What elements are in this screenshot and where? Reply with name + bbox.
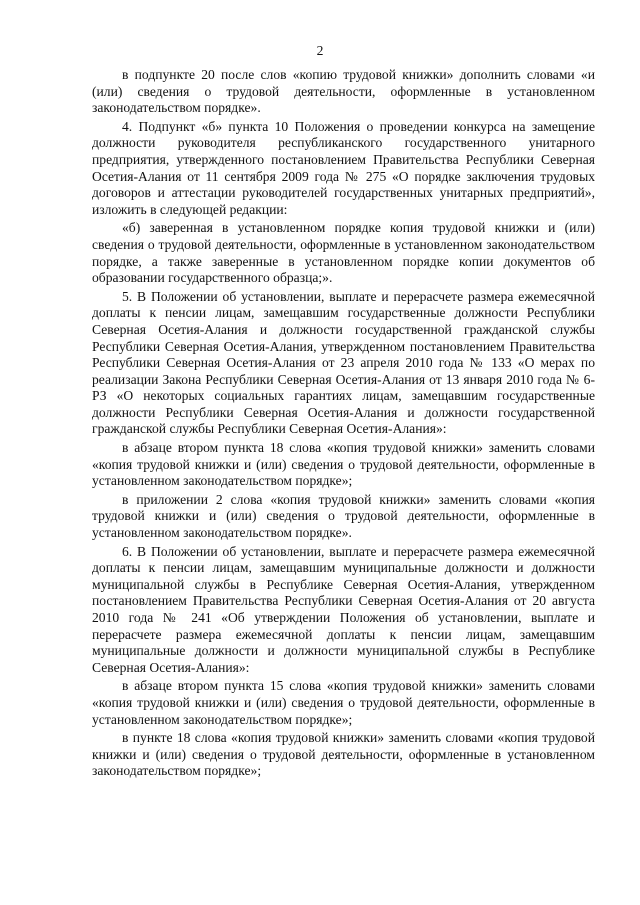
paragraph-item-4-new-wording: «б) заверенная в установленном порядке копия трудовой книжки и (или) сведения о трудовой деятельности, оформленные в установленном законодательством порядке, а также заверенные в установленном порядке копии документов об образовании государственного образца;». (92, 220, 595, 286)
paragraph-item-6-point-15: в абзаце втором пункта 15 слова «копия трудовой книжки» заменить словами «копия трудовой книжки и (или) сведения о трудовой деятельности, оформленные в установленном законодательством порядке»; (92, 678, 595, 727)
paragraph-item-6: 6. В Положении об установлении, выплате и перерасчете размера ежемесячной доплаты к пенсии лицам, замещавшим муниципальные должности и должности муниципальной службы в Республике Северная Осетия-Алания, утвержденном постановлением Правительства Республики Северная Осетия-Алания от 20 августа 2010 года № 241 «Об утверждении Положения об установлении, выплате и перерасчете размера ежемесячной доплаты к пенсии лицам, замещавшим муниципальные должности и должности муниципальной службы в Республике Северная Осетия-Алания»: (92, 543, 595, 675)
paragraph-item-6-point-18: в пункте 18 слова «копия трудовой книжки» заменить словами «копия трудовой книжки и (или) сведения о трудовой деятельности, оформленные в установленном законодательством порядке»; (92, 730, 595, 779)
paragraph-item-5: 5. В Положении об установлении, выплате и перерасчете размера ежемесячной доплаты к пенсии лицам, замещавшим государственные должности Республики Северная Осетия-Алания и должности государственной гражданской службы Республики Северная Осетия-Алания, утвержденном постановлением Правительства Республики Северная Осетия-Алания от 23 апреля 2010 года № 133 «О мерах по реализации Закона Республики Северная Осетия-Алания от 13 января 2010 года № 6-РЗ «О некоторых социальных гарантиях лицам, замещавшим государственные должности Республики Северная Осетия-Алания и должности государственной гражданской службы Республики Северная Осетия-Алания»: (92, 288, 595, 437)
paragraph-item-4: 4. Подпункт «б» пункта 10 Положения о проведении конкурса на замещение должности руководителя республиканского государственного унитарного предприятия, утвержденного постановлением Правительства Республики Северная Осетия-Алания от 11 сентября 2009 года № 275 «О порядке заключения трудовых договоров и аттестации руководителей государственных унитарных предприятий», изложить в следующей редакции: (92, 118, 595, 217)
paragraph-item-5-appendix-2: в приложении 2 слова «копия трудовой книжки» заменить словами «копия трудовой книжки и (или) сведения о трудовой деятельности, оформленные в установленном законодательством порядке». (92, 491, 595, 541)
page-number: 2 (316, 43, 324, 58)
paragraph-item-5-point-18: в абзаце втором пункта 18 слова «копия трудовой книжки» заменить словами «копия трудовой книжки и (или) сведения о трудовой деятельности, оформленные в установленном законодательством порядке»; (92, 440, 595, 489)
document-body (92, 67, 595, 782)
paragraph-subpoint-20-addition: в подпункте 20 после слов «копию трудовой книжки» дополнить словами «и (или) сведения о трудовой деятельности, оформленные в установленном законодательством порядке». (92, 67, 595, 116)
